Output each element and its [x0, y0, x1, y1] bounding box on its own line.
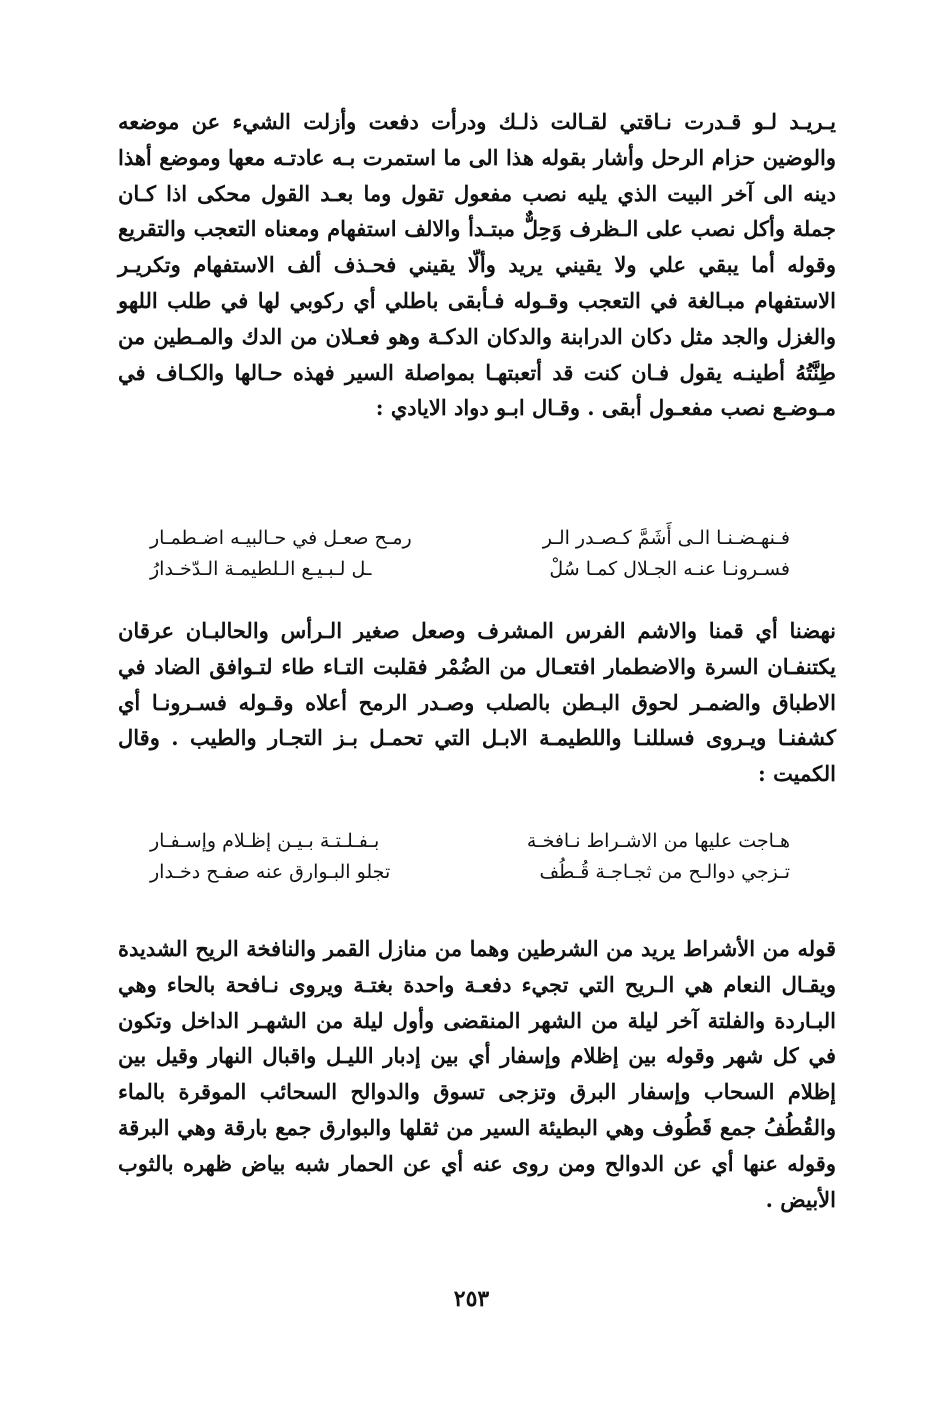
paragraph-3	[118, 931, 836, 1217]
poem-abu-duad	[150, 523, 790, 585]
verse-first-hemistich: فـنهـضـنـا الـى أَشَمَّ كـصـدر الـر	[542, 527, 790, 549]
verse-line	[150, 857, 790, 888]
verse-line	[150, 826, 790, 857]
verse-line	[150, 523, 790, 554]
verse-first-hemistich: هـاجت عليها من الاشـراط نـافخـة	[526, 830, 790, 852]
poem-al-kumait	[150, 826, 790, 888]
page-number: ٢٥٣	[453, 1286, 490, 1312]
verse-line	[150, 554, 790, 585]
verse-second-hemistich: رمـح صعـل في حـالبيـه اضـطمـار	[150, 527, 412, 549]
paragraph-1	[118, 104, 836, 426]
paragraph-2	[118, 613, 836, 792]
paragraph-text: نهضنا أي قمنا والاشم الفرس المشرف وصعل صغير الـرأس والحالبـان عرقان يكتنفـان السرة والاضطمار افتعـال من الضُمْر فقلبت التـاء طاء لتـوافق الضاد في الاطباق والضمـر لحوق البـطن بالصلب وصـدر الرمح أعلاه وقـوله فسـرونـا أي كشفنـا ويـروى فسللنـا واللطيمـة الابـل التي تحمـل بـز التجـار والطيب . وقال الكميت :	[118, 618, 836, 787]
paragraph-text: قوله من الأشراط يريد من الشرطين وهما من منازل القمر والنافخة الريح الشديدة ويقـال النعام هي الـريح التي تجيء دفعـة واحدة بغتـة ويروى نـافحة بالحاء وهي البـاردة والفلتة آخر ليلة من الشهر المنقضى وأول ليلة من الشهـر الداخل وتكون في كل شهر وقوله بين إظلام وإسفار أي بين إدبار الليـل واقبال النهار وقيل بين إظلام السحاب وإسفار البرق وتزجى تسوق والدوالح السحائب الموقرة بالماء والقُطُفُ جمع قَطُوف وهي البطيئة السير من ثقلها والبوارق جمع بارقة وهي البرقة وقوله عنها أي عن الدوالح ومن روى عنه أي عن الحمار شبه بياض ظهره بالثوب الأبيض .	[118, 936, 836, 1212]
verse-second-hemistich: بـفـلـتـة بـيـن إظـلام وإسـفـار	[150, 830, 380, 852]
verse-first-hemistich: فسـرونـا عنـه الجـلال كمـا سُلْ	[549, 558, 790, 580]
verse-second-hemistich: تجلو البـوارق عنه صفـح دخـدار	[150, 861, 391, 883]
paragraph-text: يـريـد لـو قـدرت نـاقتي لقـالت ذلـك ودرأت دفعت وأزلت الشيء عن موضعه والوضين حزام الرحل وأشار بقوله هذا الى ما استمرت بـه عادتـه معها وموضع أهذا دينه الى آخر البيت الذي يليه نصب مفعول تقول وما بعـد القول محكى اذا كـان جملة وأكل نصب على الـظرف وَحِلٌّ مبتـدأ والالف استفهام ومعناه التعجب والتقريع وقوله أما يبقي علي ولا يقيني يريد وألّا يقيني فحـذف ألف الاستفهام وتكريـر الاستفهام مبـالغة في التعجب وقـوله فـأبقى باطلي أي ركوبي لها في طلب اللهو والغزل والجد مثل دكان الدرابنة والدكان الدكـة وهو فعـلان من الدك والمـطين من طِنَّتُهُ أطينـه يقول فـان كنت قد أتعبتهـا بمواصلة السير فهذه حـالها والكـاف في مـوضـع نصب مفعـول أبقى . وقـال ابـو دواد الايادي :	[118, 109, 836, 421]
verse-second-hemistich: ـل لـبـيـع الـلطيمـة الـدّخـدارُ	[150, 558, 372, 580]
verse-first-hemistich: تـزجي دوالـح من ثجـاجـة قُـطُف	[539, 861, 790, 883]
